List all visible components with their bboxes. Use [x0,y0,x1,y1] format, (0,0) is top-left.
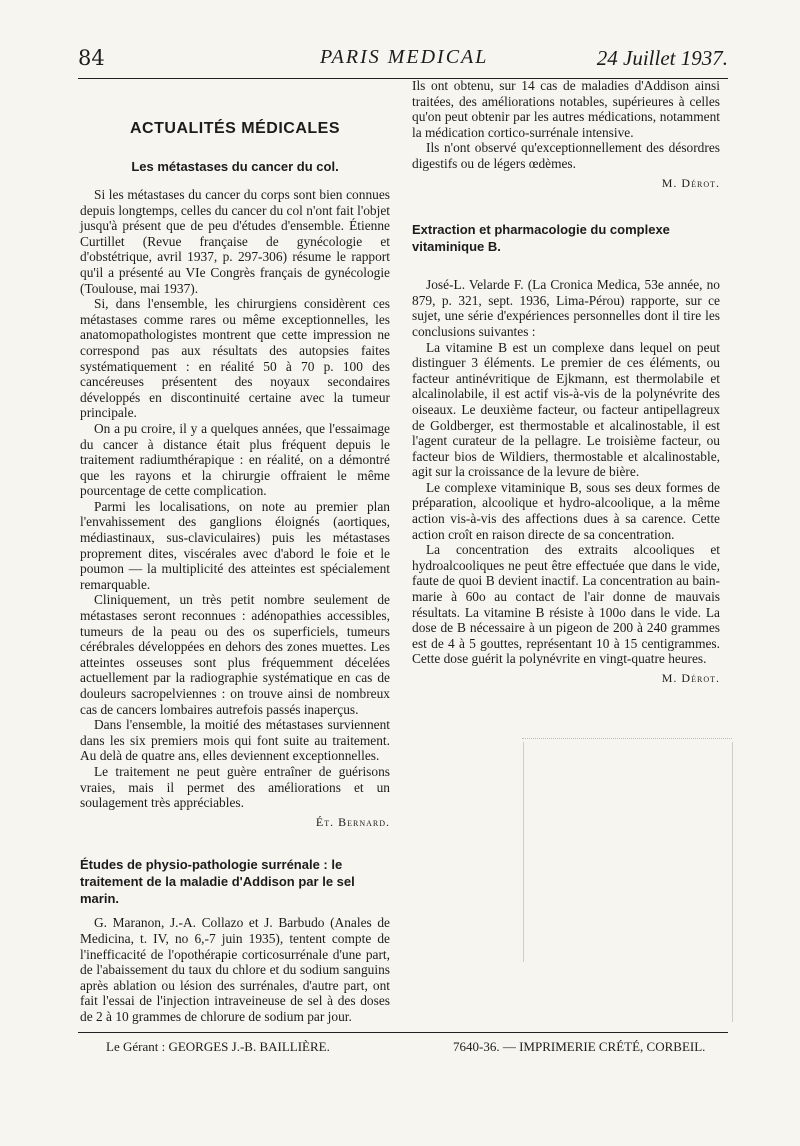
scan-artifact [732,742,733,1022]
footer-printer: 7640-36. — IMPRIMERIE CRÉTÉ, CORBEIL. [453,1039,706,1054]
paragraph: La vitamine B est un complexe dans lequel on peut distinguer 3 éléments. Le premier de ces éléments, ou facteur antinévritique de Ejkmann, est thermolabile et alcalinolabile, il est actif vis-à-vis de la polynévrite des oiseaux. Le deuxième facteur, ou facteur antipellagreux de Goldberger, est thermostable et alcalinostable, il est l'agent curateur de la pellagre. Le troisième facteur, ou facteur bios de Wildiers, thermostable et alcalinostable, agit sur la croissance de la levure de bière. [412,339,720,480]
paragraph: Parmi les localisations, on note au premier plan l'envahissement des ganglions éloignés (aortiques, médiastinaux, sus-claviculaires) puis les métastases proprement dites, viscérales avec d'abord le foie et le poumon — la multiplicité des atteintes est spécialement remarquable. [80,498,390,592]
paragraph: José-L. Velarde F. (La Cronica Medica, 53e année, no 879, p. 321, sept. 1936, Lima-Pérou) rapporte, sur ce sujet, une série d'expériences personnelles dont il tire les conclusions suivantes : [412,277,720,339]
running-header [78,44,728,79]
faint-rule [522,738,732,739]
footer-manager: Le Gérant : GEORGES J.-B. BAILLIÈRE. [106,1039,330,1054]
issue-date: 24 Juillet 1937. [596,46,728,70]
left-column [80,78,390,1025]
paragraph: Ils ont obtenu, sur 14 cas de maladies d'Addison ainsi traitées, des améliorations notables, supérieures à celles qu'on peut obtenir par les autres médications, notamment la médication cortico-surrénale intensive. [412,78,720,140]
journal-title: PARIS MEDICAL [320,46,489,68]
article-title-vitamin-b: Extraction et pharmacologie du complexe vitaminique B. [412,222,670,255]
paragraph: On a pu croire, il y a quelques années, que l'essaimage du cancer à distance était plus fréquent depuis le traitement radiumthérapique : en réalité, on a démontré que les rayons et la chirurgie offraient le même pourcentage de cette complication. [80,420,390,499]
scan-artifact [523,742,524,962]
section-heading: ACTUALITÉS MÉDICALES [130,120,340,137]
paragraph: Si, dans l'ensemble, les chirurgiens considèrent ces métastases comme rares ou même exceptionnelles, les anatomopathologistes montrent que cette impression ne correspond pas aux résultats des autopsies faites systématiquement : en réalité 50 à 70 p. 100 des cancéreuses présentent des noyaux secondaires développés en discontinuité certaine avec la tumeur principale. [80,296,390,421]
author-signature: M. Dérot. [661,671,720,685]
author-signature: M. Dérot. [661,175,720,190]
author-signature: Ét. Bernard. [315,814,390,829]
paragraph: Dans l'ensemble, la moitié des métastases surviennent dans les six premiers mois qui font suite au traitement. Au delà de quatre ans, elles deviennent exceptionnelles. [80,717,390,764]
paragraph: La concentration des extraits alcooliques et hydroalcooliques ne peut être effectuée que dans le vide, faute de quoi B devient inactif. La concentration au bain-marie à 60o au contact de l'air donne de mauvais résultats. La vitamine B résiste à 100o dans le vide. La dose de B nécessaire à un pigeon de 200 à 240 grammes est de 4 à 5 gouttes, représentant 10 à 15 centigrammes. Cette dose guérit la polynévrite en vingt-quatre heures. [412,542,720,667]
article-title-addison: Études de physio-pathologie surrénale : le traitement de la maladie d'Addison par le sel marin. [80,857,355,907]
paragraph: Le traitement ne peut guère entraîner de guérisons vraies, mais il permet des améliorations et un soulagement très appréciables. [80,763,390,811]
page-footer [78,1032,728,1063]
paragraph: Le complexe vitaminique B, sous ses deux formes de préparation, alcoolique et hydro-alcoolique, a la même action vis-à-vis des affections dues à sa carence. Cette action croît en raison directe de sa concentration. [412,479,720,542]
paragraph: Ils n'ont observé qu'exceptionnellement des désordres digestifs ou de légers œdèmes. [412,140,720,171]
page-number: 84 [78,46,105,70]
paragraph: Si les métastases du cancer du corps sont bien connues depuis longtemps, celles du cancer du col n'ont fait l'objet jusqu'à présent que de peu d'études d'ensemble. Étienne Curtillet (Revue française de gynécologie et d'obstétrique, avril 1937, p. 297-306) résume le rapport qu'il a présenté au VIe Congrès français de gynécologie (Toulouse, mai 1937). [80,187,390,296]
paragraph: G. Maranon, J.-A. Collazo et J. Barbudo (Anales de Medicina, t. IV, no 6,-7 juin 1935), tentent compte de l'inefficacité de l'opothérapie corticosurrénale d'une part, de l'abaissement du taux du chlore et du sodium sanguins après ablation ou lésion des surrénales, d'autre part, ont fait l'essai de l'injection intraveineuse de sel à des doses de 2 à 10 grammes de chlorure de sodium par jour. [80,915,390,1024]
article-title-metastases: Les métastases du cancer du col. [131,159,339,174]
paragraph: Cliniquement, un très petit nombre seulement de métastases seront reconnues : adénopathies accessibles, tumeurs de la peau ou des os superficiels, tumeurs cérébrales développées en dehors des zones muettes. Les atteintes osseuses sont plus fréquemment décelées actuellement par la radiographie systématique en cas de douleurs sacropelviennes : on trouve ainsi de nombreux cas de cancers lombaires autrefois passés inaperçus. [80,592,390,717]
right-column [412,78,720,693]
